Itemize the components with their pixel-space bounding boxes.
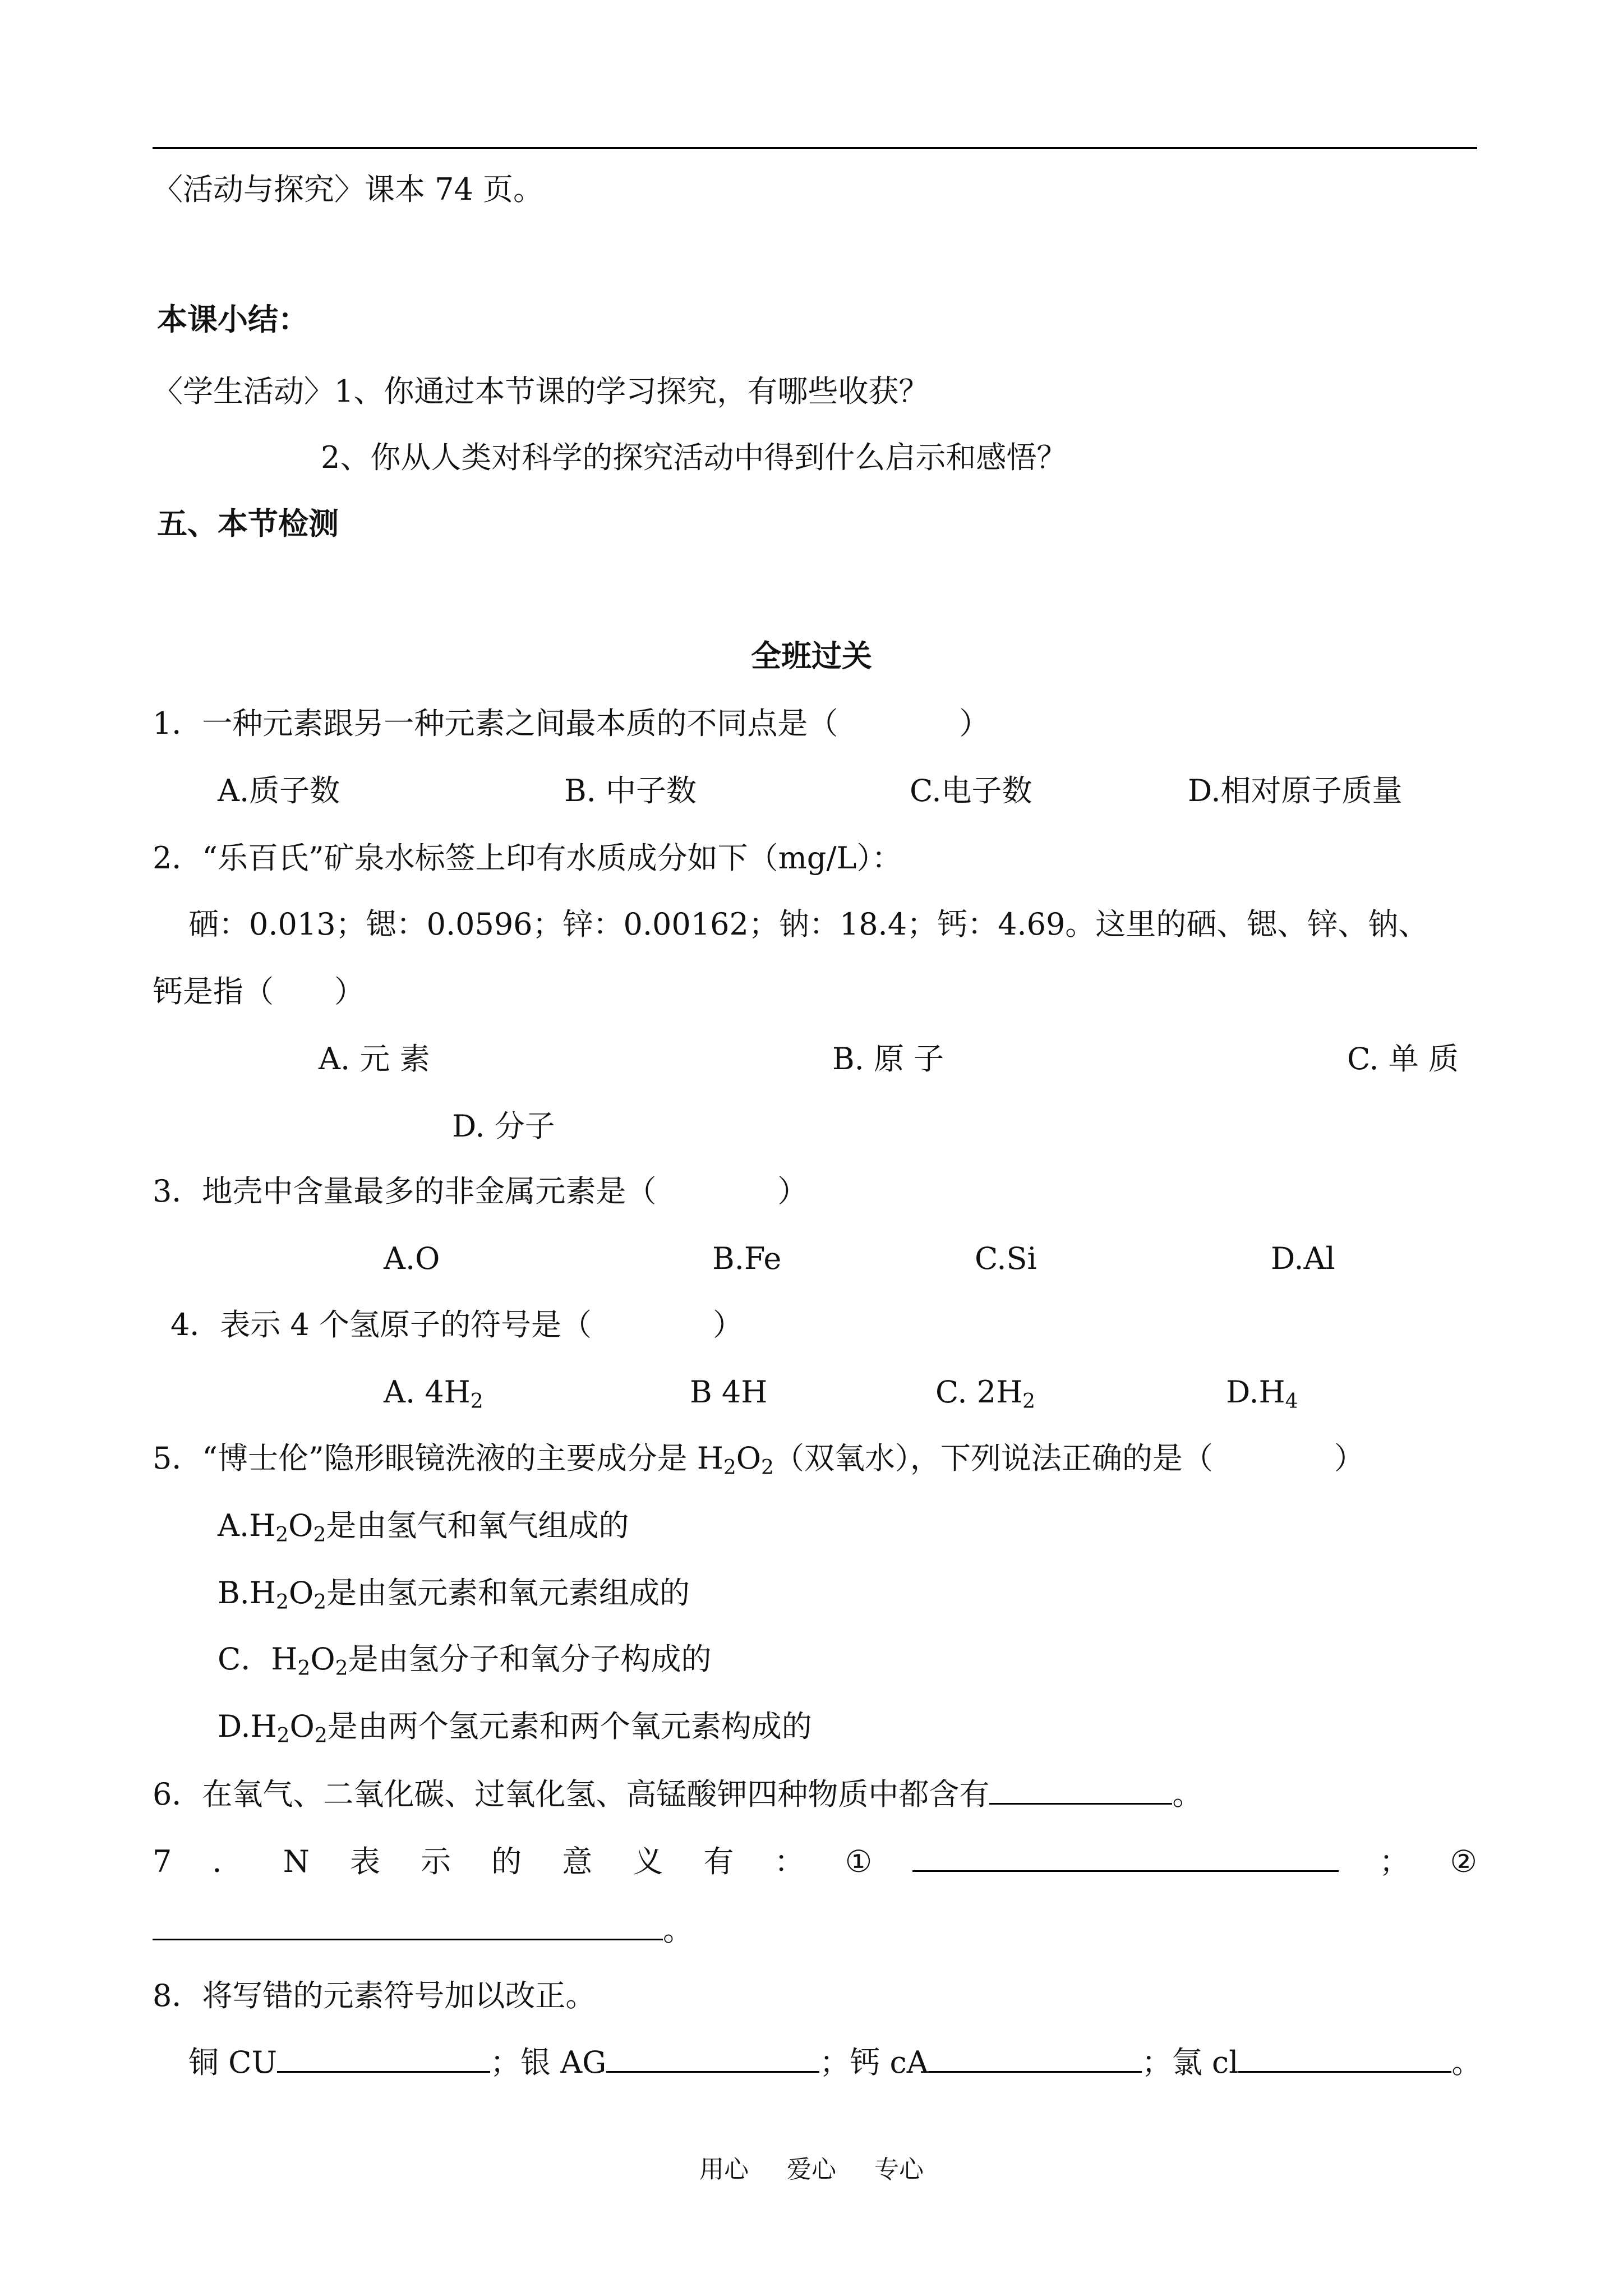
q3-option-b: B.Fe (712, 1241, 782, 1276)
q2-option-c: C. 单 质 (1347, 1041, 1459, 1076)
question-7: 7 ． N 表 示 的 意 义 有 ： ① ； ② (153, 1841, 1477, 1882)
q1-option-a: A.质子数 (218, 773, 340, 808)
question-4: 4．表示 4 个氢原子的符号是（ ） (170, 1307, 744, 1342)
q4-option-a: A. $4H_2$ (384, 1374, 483, 1413)
question-1: 1．一种元素跟另一种元素之间最本质的不同点是（ ） (153, 706, 990, 741)
q3-option-a: A.O (384, 1241, 440, 1276)
q5-option-b: $B.H_2O_2$是由氢元素和氧元素组成的 (218, 1575, 690, 1614)
quiz-title: 全班过关 (751, 638, 872, 674)
q1-option-c: C.电子数 (910, 773, 1032, 808)
q4-option-d: $D.H_4$ (1226, 1374, 1298, 1413)
q2-line-2: 硒：0.013；锶：0.0596；锌：0.00162；钠：18.4；钙：4.69。这里的硒、锶、锌、钠、 (188, 907, 1429, 942)
q3-option-c: C.Si (975, 1241, 1037, 1276)
q4-option-b: B 4H (690, 1374, 768, 1410)
q7-line-2: 。 (153, 1910, 693, 1950)
intro-line: 〈活动与探究〉课本 74 页。 (153, 172, 544, 207)
summary-heading: 本课小结： (157, 302, 308, 337)
q4-option-c: C. $2H_2$ (935, 1374, 1036, 1413)
q8-silver-blank[interactable] (606, 2042, 819, 2073)
q1-option-d: D.相对原子质量 (1188, 773, 1403, 808)
q5-option-a: $A.H_2O_2$是由氢气和氧气组成的 (218, 1508, 629, 1547)
footer-word-3: 专心 (874, 2155, 924, 2184)
summary-question-1: 〈学生活动〉1、你通过本节课的学习探究，有哪些收获？ (153, 374, 929, 409)
question-2: 2．“乐百氏”矿泉水标签上印有水质成分如下（mg/L）： (153, 840, 902, 876)
q8-items: 铜 CU ；银 AG ；钙 cA ；氯 cl 。 (188, 2042, 1482, 2083)
q7-answer-blank-2[interactable] (153, 1910, 663, 1940)
q5-option-d: $D.H_2O_2$是由两个氢元素和两个氧元素构成的 (218, 1709, 812, 1747)
footer-word-1: 用心 (699, 2155, 749, 2184)
header-rule (153, 147, 1477, 149)
section-heading: 五、本节检测 (157, 506, 339, 541)
q7-answer-blank-1[interactable] (912, 1841, 1339, 1872)
q3-option-d: D.Al (1271, 1241, 1335, 1276)
question-3: 3．地壳中含量最多的非金属元素是（ ） (153, 1174, 808, 1209)
summary-question-2: 2、你从人类对科学的探究活动中得到什么启示和感悟？ (321, 440, 1067, 475)
q8-chlorine-blank[interactable] (1238, 2042, 1451, 2073)
question-8: 8．将写错的元素符号加以改正。 (153, 1978, 596, 2013)
q1-option-b: B. 中子数 (564, 773, 697, 808)
q2-line-3: 钙是指（ ） (153, 974, 365, 1009)
q6-answer-blank[interactable] (989, 1774, 1172, 1805)
q2-option-d: D. 分子 (452, 1108, 555, 1144)
q8-copper-blank[interactable] (277, 2042, 490, 2073)
q5-option-c: C．$H_2O_2$是由氢分子和氧分子构成的 (218, 1641, 712, 1680)
q2-option-b: B. 原 子 (832, 1041, 944, 1076)
footer-word-2: 爱心 (787, 2155, 836, 2184)
question-5: 5．“博士伦”隐形眼镜洗液的主要成分是 $H_2O_2$（双氧水），下列说法正确的是（ ） (153, 1441, 1364, 1479)
page-footer (0, 2153, 1623, 2187)
question-6: 6．在氧气、二氧化碳、过氧化氢、高锰酸钾四种物质中都含有 。 (153, 1774, 1202, 1815)
q2-option-a: A. 元 素 (319, 1041, 430, 1076)
q8-calcium-blank[interactable] (929, 2042, 1142, 2073)
